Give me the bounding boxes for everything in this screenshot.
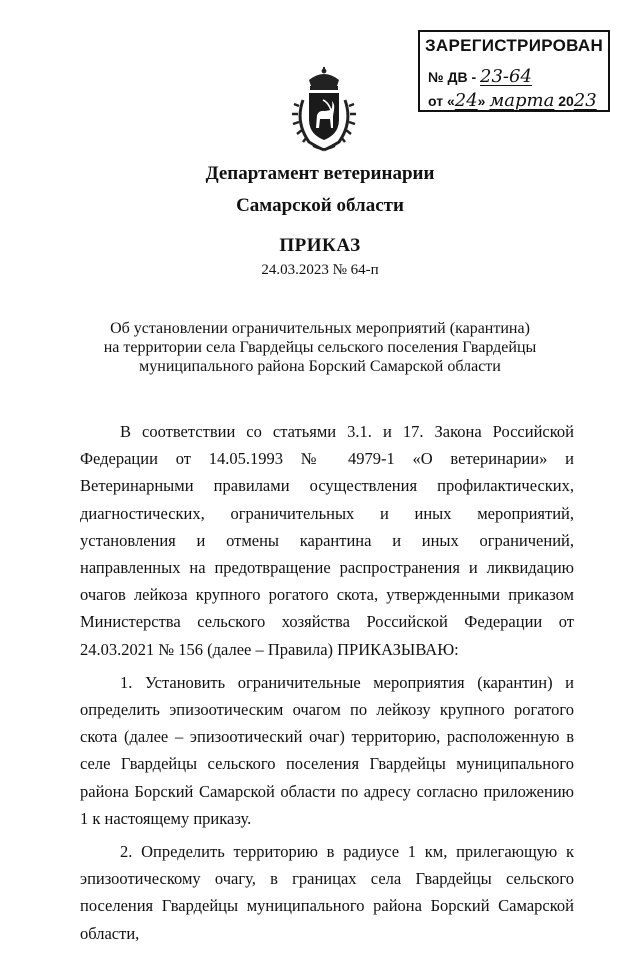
stamp-title: ЗАРЕГИСТРИРОВАН — [424, 36, 604, 55]
stamp-date-row — [428, 90, 600, 111]
stamp-date-year-suffix: 23 — [573, 90, 597, 111]
stamp-number-value: 23-64 — [480, 66, 532, 87]
document-body — [80, 418, 574, 953]
stamp-number-row — [428, 66, 600, 87]
samara-coat-of-arms-icon — [289, 66, 359, 154]
body-paragraph-preamble: В соответствии со статьями 3.1. и 17. Закона Российской Федерации от 14.05.1993 № 4979-1 «О ветеринарии» и Ветеринарными правилами осуществления профилактических, диагностических, ограничительных и иных мероприятий, установления и отмены карантина и иных ограничений, направленных на предотвращение распространения и ликвидацию очагов лейкоза крупного рогатого скота, утвержденными приказом Министерства сельского хозяйства Российской Федерации от 24.03.2021 № 156 (далее – Правила) ПРИКАЗЫВАЮ: — [80, 422, 574, 659]
document-type-title: ПРИКАЗ — [279, 235, 361, 256]
body-paragraph-item-1: 1. Установить ограничительные мероприятия (карантин) и определить эпизоотическим очагом по лейкозу крупного рогатого скота (далее – эпизоотический очаг) территорию, расположенную в селе Гвардейцы сельского поселения Гвардейцы муниципального района Борский Самарской области по адресу согласно приложению 1 к настоящему приказу. — [80, 672, 574, 828]
stamp-date-day: 24 — [454, 90, 478, 111]
stamp-date-prefix: от « — [428, 93, 455, 109]
document-date-number: 24.03.2023 № 64-п — [261, 262, 379, 278]
stamp-date-mid: » — [477, 93, 486, 109]
stamp-date-month: марта — [489, 90, 555, 111]
department-name-line1: Департамент ветеринарии — [205, 163, 435, 184]
stamp-number-label: № ДВ - — [428, 69, 477, 85]
subject-line1: Об установлении ограничительных мероприятий (карантина) — [110, 320, 530, 337]
registration-stamp — [418, 30, 610, 112]
body-paragraph-item-2: 2. Определить территорию в радиусе 1 км, прилегающую к эпизоотическому очагу, в границах села Гвардейцы сельского поселения Гвардейцы муниципального района Борский Самарской области, — [80, 842, 574, 943]
department-name-line2: Самарской области — [236, 195, 404, 216]
subject-line3: муниципального района Борский Самарской области — [139, 358, 501, 375]
stamp-date-year-prefix: 20 — [558, 93, 574, 109]
subject-line2: на территории села Гвардейцы сельского поселения Гвардейцы — [103, 339, 537, 356]
